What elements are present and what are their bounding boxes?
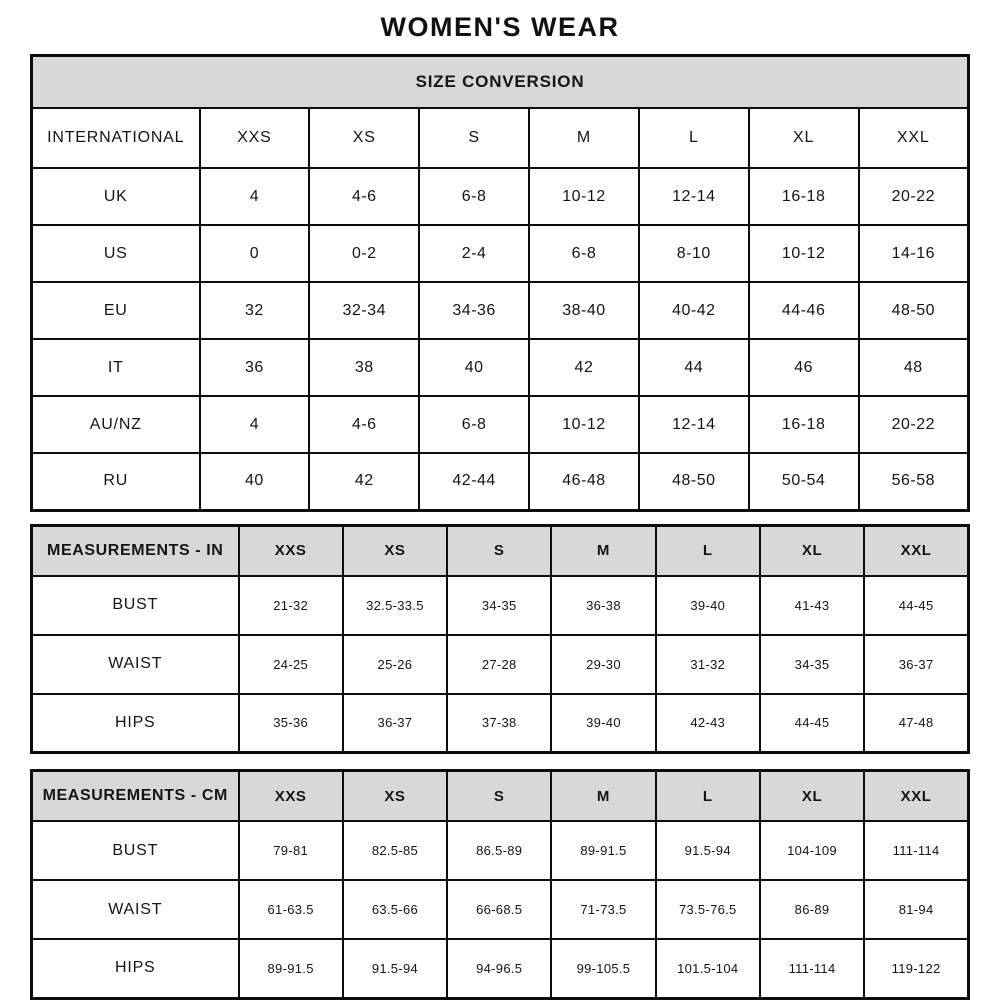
value-cell: 27-28 bbox=[447, 635, 551, 694]
value-cell: 32 bbox=[200, 282, 310, 339]
column-header: S bbox=[419, 108, 529, 168]
column-header: INTERNATIONAL bbox=[32, 108, 200, 168]
value-cell: 46 bbox=[749, 339, 859, 396]
row-label-cell: WAIST bbox=[32, 880, 239, 939]
value-cell: 42-44 bbox=[419, 453, 529, 510]
value-cell: 36-37 bbox=[343, 694, 447, 753]
table-row bbox=[32, 880, 969, 939]
table-row bbox=[32, 694, 969, 753]
value-cell: 6-8 bbox=[419, 168, 529, 225]
column-header: S bbox=[447, 525, 551, 576]
value-cell: 81-94 bbox=[864, 880, 968, 939]
column-header: M bbox=[551, 771, 655, 822]
column-header: S bbox=[447, 771, 551, 822]
value-cell: 47-48 bbox=[864, 694, 968, 753]
column-header: XL bbox=[760, 525, 864, 576]
value-cell: 29-30 bbox=[551, 635, 655, 694]
value-cell: 38 bbox=[309, 339, 419, 396]
value-cell: 34-35 bbox=[447, 576, 551, 635]
row-label-cell: US bbox=[32, 225, 200, 282]
measurements-in-table bbox=[30, 524, 970, 755]
row-label-cell: RU bbox=[32, 453, 200, 510]
value-cell: 8-10 bbox=[639, 225, 749, 282]
value-cell: 35-36 bbox=[239, 694, 343, 753]
value-cell: 42-43 bbox=[656, 694, 760, 753]
value-cell: 6-8 bbox=[529, 225, 639, 282]
value-cell: 61-63.5 bbox=[239, 880, 343, 939]
value-cell: 99-105.5 bbox=[551, 939, 655, 998]
value-cell: 10-12 bbox=[749, 225, 859, 282]
column-header: XXL bbox=[864, 525, 968, 576]
column-header: M bbox=[529, 108, 639, 168]
value-cell: 6-8 bbox=[419, 396, 529, 453]
value-cell: 40 bbox=[200, 453, 310, 510]
table-row bbox=[32, 525, 969, 576]
row-label-cell: HIPS bbox=[32, 694, 239, 753]
value-cell: 94-96.5 bbox=[447, 939, 551, 998]
value-cell: 86-89 bbox=[760, 880, 864, 939]
value-cell: 4-6 bbox=[309, 396, 419, 453]
value-cell: 111-114 bbox=[760, 939, 864, 998]
value-cell: 79-81 bbox=[239, 821, 343, 880]
table-row bbox=[32, 821, 969, 880]
column-header: L bbox=[656, 525, 760, 576]
value-cell: 66-68.5 bbox=[447, 880, 551, 939]
table-row bbox=[32, 939, 969, 998]
column-header: L bbox=[656, 771, 760, 822]
value-cell: 48 bbox=[859, 339, 969, 396]
table-row bbox=[32, 168, 969, 225]
value-cell: 101.5-104 bbox=[656, 939, 760, 998]
value-cell: 4 bbox=[200, 396, 310, 453]
column-header: XXS bbox=[239, 525, 343, 576]
value-cell: 91.5-94 bbox=[343, 939, 447, 998]
column-header: XL bbox=[760, 771, 864, 822]
value-cell: 119-122 bbox=[864, 939, 968, 998]
column-header: M bbox=[551, 525, 655, 576]
value-cell: 34-35 bbox=[760, 635, 864, 694]
value-cell: 91.5-94 bbox=[656, 821, 760, 880]
value-cell: 32-34 bbox=[309, 282, 419, 339]
column-header: XS bbox=[309, 108, 419, 168]
column-header: XXS bbox=[239, 771, 343, 822]
row-label-cell: UK bbox=[32, 168, 200, 225]
value-cell: 39-40 bbox=[656, 576, 760, 635]
column-header: L bbox=[639, 108, 749, 168]
value-cell: 73.5-76.5 bbox=[656, 880, 760, 939]
column-header: XS bbox=[343, 771, 447, 822]
value-cell: 41-43 bbox=[760, 576, 864, 635]
value-cell: 21-32 bbox=[239, 576, 343, 635]
table-row bbox=[32, 339, 969, 396]
row-label-cell: BUST bbox=[32, 821, 239, 880]
value-cell: 48-50 bbox=[639, 453, 749, 510]
measurements-cm-title: MEASUREMENTS - CM bbox=[32, 771, 239, 822]
row-label-cell: WAIST bbox=[32, 635, 239, 694]
value-cell: 4-6 bbox=[309, 168, 419, 225]
value-cell: 36-37 bbox=[864, 635, 968, 694]
value-cell: 44-46 bbox=[749, 282, 859, 339]
table-row bbox=[32, 635, 969, 694]
value-cell: 37-38 bbox=[447, 694, 551, 753]
value-cell: 12-14 bbox=[639, 396, 749, 453]
size-conversion-title: SIZE CONVERSION bbox=[32, 56, 969, 109]
value-cell: 4 bbox=[200, 168, 310, 225]
page-title: WOMEN'S WEAR bbox=[380, 12, 620, 42]
value-cell: 82.5-85 bbox=[343, 821, 447, 880]
table-row bbox=[32, 396, 969, 453]
value-cell: 48-50 bbox=[859, 282, 969, 339]
value-cell: 104-109 bbox=[760, 821, 864, 880]
value-cell: 39-40 bbox=[551, 694, 655, 753]
value-cell: 36-38 bbox=[551, 576, 655, 635]
column-header: XL bbox=[749, 108, 859, 168]
row-label-cell: BUST bbox=[32, 576, 239, 635]
value-cell: 89-91.5 bbox=[239, 939, 343, 998]
value-cell: 0 bbox=[200, 225, 310, 282]
value-cell: 20-22 bbox=[859, 396, 969, 453]
row-label-cell: IT bbox=[32, 339, 200, 396]
row-label-cell: AU/NZ bbox=[32, 396, 200, 453]
table-row bbox=[32, 108, 969, 168]
value-cell: 32.5-33.5 bbox=[343, 576, 447, 635]
value-cell: 0-2 bbox=[309, 225, 419, 282]
value-cell: 56-58 bbox=[859, 453, 969, 510]
table-row bbox=[32, 282, 969, 339]
row-label-cell: EU bbox=[32, 282, 200, 339]
value-cell: 71-73.5 bbox=[551, 880, 655, 939]
value-cell: 31-32 bbox=[656, 635, 760, 694]
value-cell: 24-25 bbox=[239, 635, 343, 694]
value-cell: 16-18 bbox=[749, 396, 859, 453]
column-header: XXS bbox=[200, 108, 310, 168]
column-header: XXL bbox=[859, 108, 969, 168]
value-cell: 50-54 bbox=[749, 453, 859, 510]
value-cell: 44-45 bbox=[760, 694, 864, 753]
value-cell: 42 bbox=[309, 453, 419, 510]
table-row bbox=[32, 576, 969, 635]
column-header: XS bbox=[343, 525, 447, 576]
value-cell: 86.5-89 bbox=[447, 821, 551, 880]
table-row bbox=[32, 453, 969, 510]
table-row bbox=[32, 225, 969, 282]
value-cell: 10-12 bbox=[529, 396, 639, 453]
value-cell: 42 bbox=[529, 339, 639, 396]
value-cell: 44-45 bbox=[864, 576, 968, 635]
value-cell: 36 bbox=[200, 339, 310, 396]
value-cell: 40-42 bbox=[639, 282, 749, 339]
value-cell: 38-40 bbox=[529, 282, 639, 339]
column-header: XXL bbox=[864, 771, 968, 822]
measurements-cm-table bbox=[30, 769, 970, 1000]
value-cell: 10-12 bbox=[529, 168, 639, 225]
table-row bbox=[32, 56, 969, 109]
value-cell: 14-16 bbox=[859, 225, 969, 282]
value-cell: 46-48 bbox=[529, 453, 639, 510]
table-row bbox=[32, 771, 969, 822]
value-cell: 40 bbox=[419, 339, 529, 396]
value-cell: 63.5-66 bbox=[343, 880, 447, 939]
value-cell: 16-18 bbox=[749, 168, 859, 225]
value-cell: 12-14 bbox=[639, 168, 749, 225]
value-cell: 34-36 bbox=[419, 282, 529, 339]
value-cell: 89-91.5 bbox=[551, 821, 655, 880]
value-cell: 20-22 bbox=[859, 168, 969, 225]
value-cell: 2-4 bbox=[419, 225, 529, 282]
measurements-in-title: MEASUREMENTS - IN bbox=[32, 525, 239, 576]
value-cell: 25-26 bbox=[343, 635, 447, 694]
size-conversion-table bbox=[30, 54, 970, 512]
value-cell: 44 bbox=[639, 339, 749, 396]
value-cell: 111-114 bbox=[864, 821, 968, 880]
row-label-cell: HIPS bbox=[32, 939, 239, 998]
